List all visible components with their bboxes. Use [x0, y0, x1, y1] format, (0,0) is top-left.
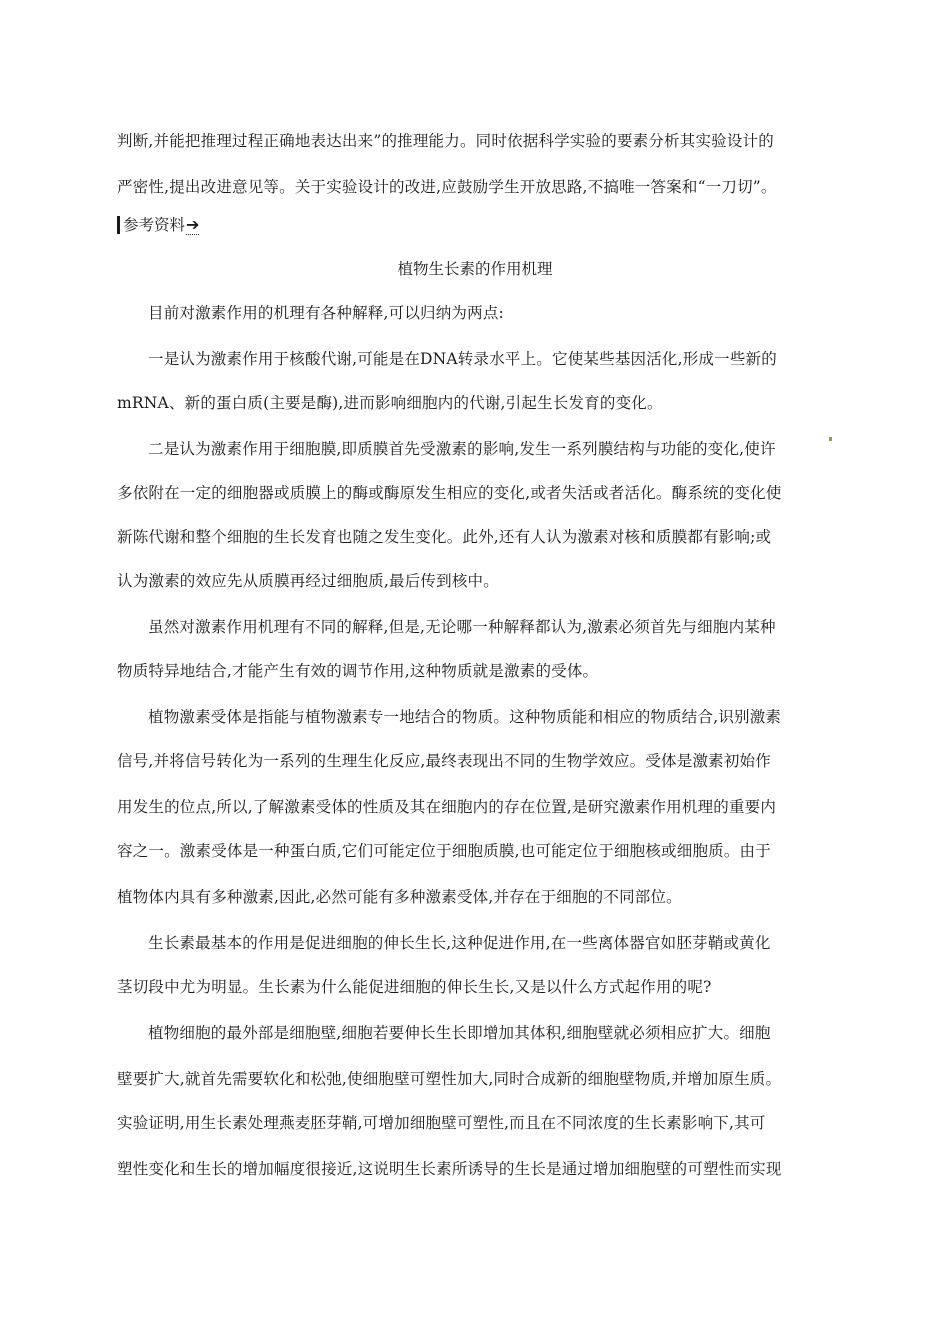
article-line: 物质特异地结合,才能产生有效的调节作用,这种物质就是激素的受体。	[117, 662, 599, 680]
article-line: 实验证明,用生长素处理燕麦胚芽鞘,可增加细胞壁可塑性,而且在不同浓度的生长素影响下,其可	[117, 1114, 766, 1132]
article-line: 一是认为激素作用于核酸代谢,可能是在DNA转录水平上。它使某些基因活化,形成一些新的	[148, 350, 777, 368]
arrow-right-icon: ➔	[186, 214, 200, 234]
article-line: 容之一。激素受体是一种蛋白质,它们可能定位于细胞质膜,也可能定位于细胞核或细胞质。由于	[117, 842, 771, 860]
article-line: 生长素最基本的作用是促进细胞的伸长生长,这种促进作用,在一些离体器官如胚芽鞘或黄化	[148, 934, 771, 952]
article-line: 认为激素的效应先从质膜再经过细胞质,最后传到核中。	[117, 572, 499, 590]
article-line: 壁要扩大,就首先需要软化和松弛,使细胞壁可塑性加大,同时合成新的细胞壁物质,并增加原生质。	[117, 1070, 782, 1088]
reference-heading	[117, 213, 199, 237]
article-line: 新陈代谢和整个细胞的生长发育也随之发生变化。此外,还有人认为激素对核和质膜都有影响;或	[117, 528, 772, 546]
article-line: 植物细胞的最外部是细胞壁,细胞若要伸长生长即增加其体积,细胞壁就必须相应扩大。细胞	[148, 1024, 771, 1042]
article-line: 虽然对激素作用机理有不同的解释,但是,无论哪一种解释都认为,激素必须首先与细胞内某种	[148, 618, 776, 636]
highlight-marker	[829, 437, 832, 441]
intro-line-2: 严密性,提出改进意见等。关于实验设计的改进,应鼓励学生开放思路,不搞唯一答案和“一刀切”。	[117, 178, 777, 196]
article-line: 多依附在一定的细胞器或质膜上的酶或酶原发生相应的变化,或者失活或者活化。酶系统的变化使	[117, 484, 782, 502]
reference-bar-marker	[117, 216, 120, 234]
article-line: 植物激素受体是指能与植物激素专一地结合的物质。这种物质能和相应的物质结合,识别激素	[148, 708, 782, 726]
article-line: 茎切段中尤为明显。生长素为什么能促进细胞的伸长生长,又是以什么方式起作用的呢?	[117, 978, 712, 996]
article-line: 目前对激素作用的机理有各种解释,可以归纳为两点:	[148, 304, 504, 322]
article-line: 信号,并将信号转化为一系列的生理生化反应,最终表现出不同的生物学效应。受体是激素初始作	[117, 752, 771, 770]
article-line: 二是认为激素作用于细胞膜,即质膜首先受激素的影响,发生一系列膜结构与功能的变化,使许	[148, 440, 776, 458]
article-line: 用发生的位点,所以,了解激素受体的性质及其在细胞内的存在位置,是研究激素作用机理的重要内	[117, 798, 777, 816]
article-line: mRNA、新的蛋白质(主要是酶),进而影响细胞内的代谢,引起生长发育的变化。	[117, 394, 663, 412]
article-line: 植物体内具有多种激素,因此,必然可能有多种激素受体,并存在于细胞的不同部位。	[117, 888, 682, 906]
article-line: 塑性变化和生长的增加幅度很接近,这说明生长素所诱导的生长是通过增加细胞壁的可塑性而实现	[117, 1160, 782, 1178]
article-title: 植物生长素的作用机理	[397, 260, 553, 278]
intro-line-1: 判断,并能把推理过程正确地表达出来”的推理能力。同时依据科学实验的要素分析其实验设计的	[117, 132, 774, 150]
reference-label: 参考资料	[123, 216, 186, 234]
